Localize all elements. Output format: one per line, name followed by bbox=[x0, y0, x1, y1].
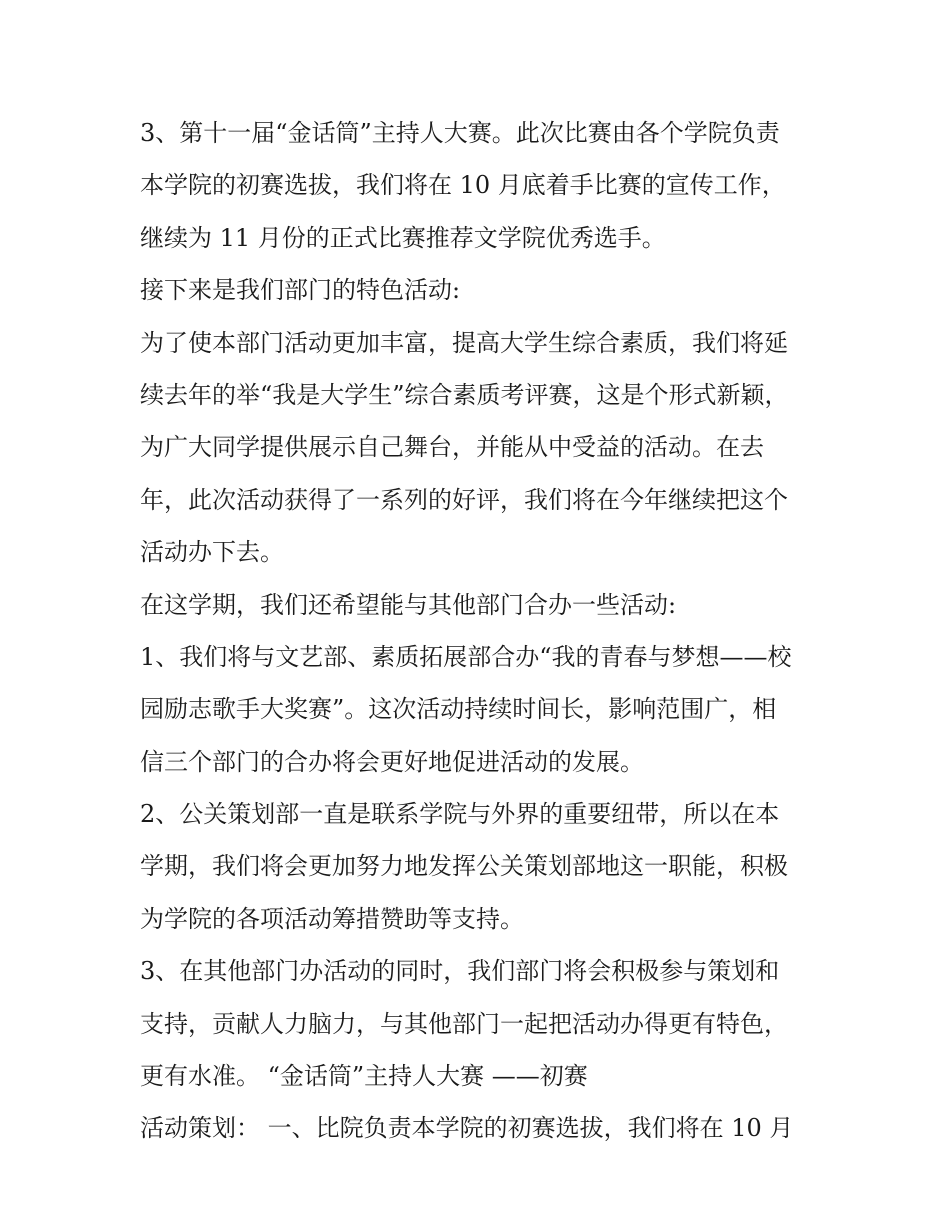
text-line: 活动办下去。 bbox=[140, 538, 284, 567]
text-line: 继续为 11 月份的正式比赛推荐文学院优秀选手。 bbox=[140, 223, 666, 252]
text-line: 续去年的举“我是大学生”综合素质考评赛，这是个形式新颖， bbox=[140, 380, 789, 409]
text-line: 学期，我们将会更加努力地发挥公关策划部地这一职能，积极 bbox=[140, 852, 788, 881]
document-body bbox=[140, 107, 830, 1155]
text-line: 1、我们将与文艺部、素质拓展部合办“我的青春与梦想——校 bbox=[140, 642, 792, 671]
text-line: 年，此次活动获得了一系列的好评，我们将在今年继续把这个 bbox=[140, 485, 788, 514]
text-line: 3、第十一届“金话筒”主持人大赛。此次比赛由各个学院负责 bbox=[140, 119, 780, 147]
text-line: 本学院的初赛选拔，我们将在 10 月底着手比赛的宣传工作， bbox=[140, 171, 786, 200]
text-line: 接下来是我们部门的特色活动: bbox=[140, 276, 461, 305]
text-line: 支持，贡献人力脑力，与其他部门一起把活动办得更有特色， bbox=[140, 1009, 788, 1038]
text-line: 2、公关策划部一直是联系学院与外界的重要纽带，所以在本 bbox=[140, 800, 780, 829]
text-line: 在这学期，我们还希望能与其他部门合办一些活动: bbox=[140, 590, 677, 619]
text-line: 更有水准。 “金话筒”主持人大赛 ——初赛 bbox=[140, 1062, 588, 1091]
text-line: 为了使本部门活动更加丰富，提高大学生综合素质，我们将延 bbox=[140, 328, 788, 357]
text-line: 活动策划： 一、比院负责本学院的初赛选拔，我们将在 10 月 bbox=[140, 1114, 794, 1143]
text-line: 信三个部门的合办将会更好地促进活动的发展。 bbox=[140, 747, 644, 776]
text-line: 3、在其他部门办活动的同时，我们部门将会积极参与策划和 bbox=[140, 957, 780, 986]
text-line: 为学院的各项活动筹措赞助等支持。 bbox=[140, 904, 524, 933]
text-line: 为广大同学提供展示自己舞台，并能从中受益的活动。在去 bbox=[140, 433, 764, 462]
text-line: 园励志歌手大奖赛”。这次活动持续时间长，影响范围广，相 bbox=[140, 695, 777, 724]
